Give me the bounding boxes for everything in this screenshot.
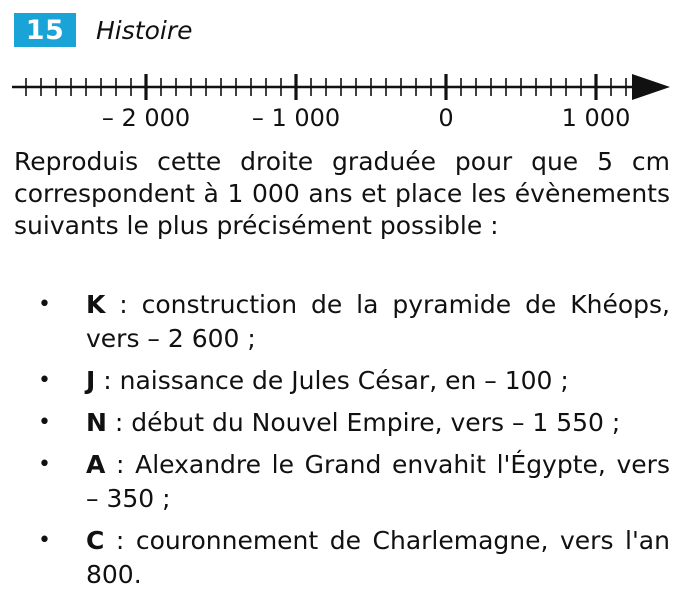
event-list (0, 288, 700, 600)
event-separator: : (106, 408, 132, 437)
exercise-subject: Histoire (96, 15, 193, 45)
tick-label: – 1 000 (251, 104, 341, 132)
event-text: couronnement de Charlemagne, vers l'an 800. (86, 526, 670, 589)
tick-label: 0 (438, 104, 454, 132)
event-text: construction de la pyramide de Khéops, vers – 2 600 ; (86, 290, 670, 353)
event-letter: J (86, 366, 96, 395)
event-separator: : (95, 366, 120, 395)
bullet-icon: • (38, 292, 51, 317)
event-separator: : (105, 290, 142, 319)
number-line-arrow-icon (632, 74, 670, 100)
event-letter: N (86, 408, 107, 437)
bullet-icon: • (38, 410, 51, 435)
bullet-icon: • (38, 452, 51, 477)
event-item (0, 364, 670, 398)
exercise-number-badge: 15 (14, 13, 76, 47)
event-item (0, 406, 670, 440)
tick-label: 1 000 (561, 104, 631, 132)
bullet-icon: • (38, 528, 51, 553)
number-line (0, 60, 700, 140)
bullet-icon: • (38, 368, 51, 393)
event-letter: A (86, 450, 106, 479)
event-letter: K (86, 290, 106, 319)
event-text: naissance de Jules César, en – 100 ; (119, 366, 569, 395)
exercise-header (14, 12, 192, 48)
event-separator: : (105, 450, 136, 479)
event-separator: : (104, 526, 136, 555)
event-item (0, 288, 670, 356)
event-text: début du Nouvel Empire, vers – 1 550 ; (131, 408, 621, 437)
event-item (0, 448, 670, 516)
instruction-text: Reproduis cette droite graduée pour que 5 cm correspondent à 1 000 ans et place les évènements suivants le plus précisément possible : (14, 147, 670, 240)
event-letter: C (86, 526, 105, 555)
event-item (0, 524, 670, 592)
event-text: Alexandre le Grand envahit l'Égypte, vers – 350 ; (86, 450, 670, 513)
tick-label: – 2 000 (101, 104, 191, 132)
